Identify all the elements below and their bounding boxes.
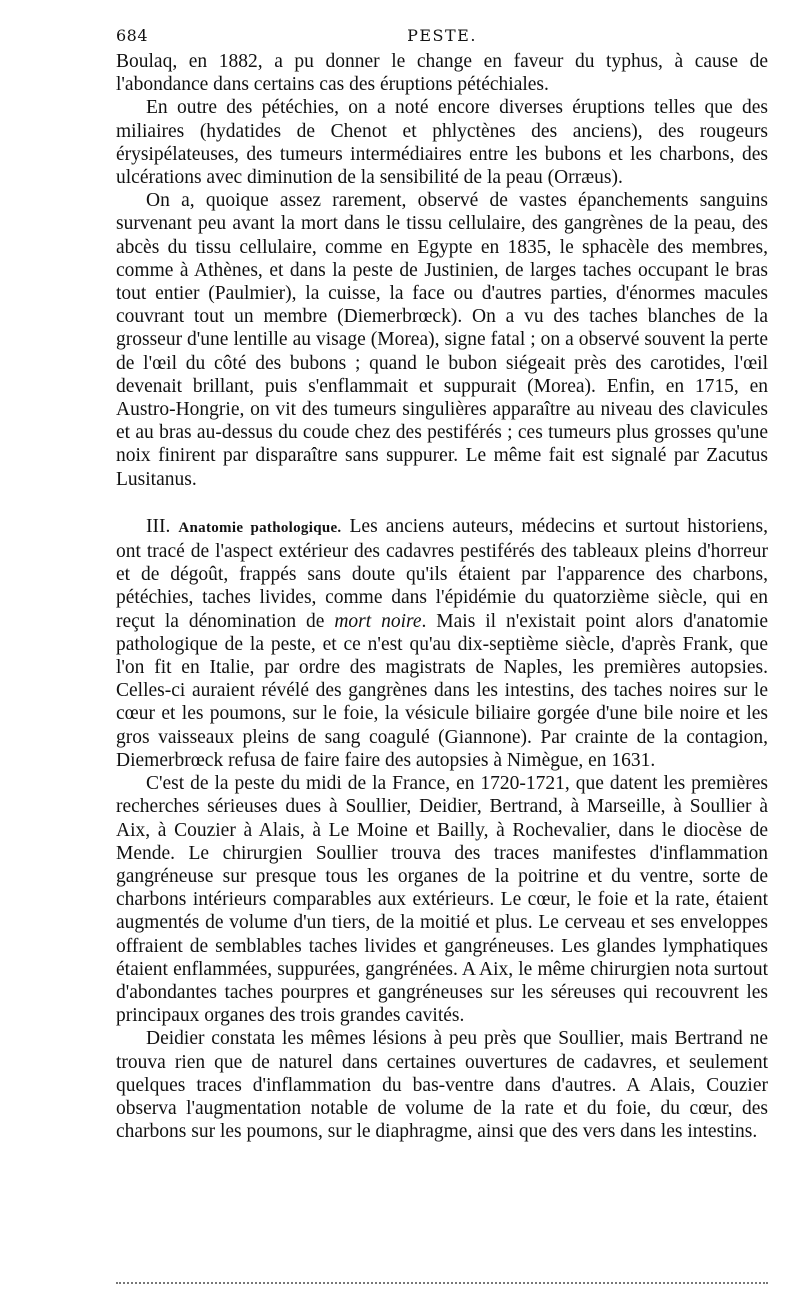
- paragraph: On a, quoique assez rarement, observé de vastes épanchements sanguins survenant peu avant la mort dans le tissu cellulaire, des gangrènes de la peau, des abcès du tissu cellulaire, comme en Egypte en 1835, le sphacèle des membres, comme à Athènes, et dans la peste de Justinien, de larges taches occupant le bras tout entier (Paulmier), la cuisse, la face ou d'autres parties, d'énormes macules couvrant tout un membre (Diemerbrœck). On a vu des taches blanches de la grosseur d'une lentille au visage (Morea), signe fatal ; on a observé souvent la perte de l'œil du côté des bubons ; quand le bubon siégeait près des carotides, l'œil devenait brillant, puis s'enflammait et suppurait (Morea). Enfin, en 1715, en Austro-Hongrie, on vit des tumeurs singulières apparaître au niveau des clavicules et au bras au-dessus du coude chez des pestiférés ; ces tumeurs plus grosses qu'une noix finirent par disparaître sans suppurer. Le même fait est signalé par Zacutus Lusitanus.: [116, 190, 768, 490]
- section-title: Anatomie pathologique.: [178, 519, 342, 536]
- document-page: [116, 18, 768, 1143]
- paragraph: En outre des pétéchies, on a noté encore diverses éruptions telles que des miliaires (hydatides de Chenot et phlyctènes des anciens), des rougeurs érysipélateuses, des tumeurs intermédiaires entre les bubons et les charbons, des ulcérations avec diminution de la sensibilité de la peau (Orræus).: [116, 97, 768, 189]
- footer-dotted-rule: [116, 1282, 768, 1284]
- section-paragraph: [116, 515, 768, 772]
- running-title: PESTE.: [407, 26, 477, 45]
- page-number: 684: [116, 26, 149, 45]
- section-gap: [116, 491, 768, 515]
- paragraph: C'est de la peste du midi de la France, en 1720-1721, que datent les premières recherches sérieuses dues à Soullier, Deidier, Bertrand, à Marseille, à Soullier à Aix, à Couzier à Alais, à Le Moine et Bailly, à Rochevalier, dans le diocèse de Mende. Le chirurgien Soullier trouva des traces manifestes d'inflammation gangréneuse sur presque tous les organes de la poitrine et du ventre, sorte de charbons intérieurs comparables aux extérieurs. Le cœur, le foie et la rate, étaient augmentés de volume d'un tiers, de la moitié et plus. Le cerveau et ses enveloppes offraient de semblables taches livides et gangréneuses. Les glandes lymphatiques étaient enflammées, suppurées, gangrénées. A Aix, le même chirurgien nota surtout d'abondantes taches pourpres et gangréneuses sur les séreuses qui recouvrent les principaux organes des trois grandes cavités.: [116, 773, 768, 1027]
- section-number: III.: [146, 515, 171, 537]
- page-header: [116, 18, 768, 50]
- paragraph: Deidier constata les mêmes lésions à peu près que Soullier, mais Bertrand ne trouva rien que de naturel dans certaines ouvertures de cadavres, et seulement quelques traces d'inflammation du bas-ventre dans d'autres. A Alais, Couzier observa l'augmentation notable de volume de la rate et du foie, du cœur, des charbons sur les poumons, sur le diaphragme, ainsi que des vers dans les intestins.: [116, 1028, 768, 1143]
- section-intro-rest: . Mais il n'existait point alors d'anatomie pathologique de la peste, et ce n'est qu'au dix-septième siècle, d'après Frank, que l'on fit en Italie, par ordre des magistrats de Naples, les premières autopsies. Celles-ci auraient révélé des gangrènes dans les intestins, des taches noires sur le cœur et les poumons, sur le foie, la vésicule biliaire gorgée d'une bile noire et les gros vaisseaux pleins de sang coagulé (Giannone). Par crainte de la contagion, Diemerbrœck refusa de faire faire des autopsies à Nimègue, en 1631.: [116, 610, 768, 771]
- section-intro: Les anciens auteurs, médecins et surtout historiens, ont tracé de l'aspect extérieur des cadavres pestiférés des tableaux pleins d'horreur et de dégoût, frappés sans doute qu'ils étaient par l'apparence des charbons, pétéchies, taches livides, comme dans l'épidémie du quatorzième siècle, qui en reçut la dénomination de: [116, 515, 769, 632]
- paragraph: Boulaq, en 1882, a pu donner le change en faveur du typhus, à cause de l'abondance dans certains cas des éruptions pétéchiales.: [116, 51, 768, 96]
- body-text: [116, 50, 768, 1143]
- section-intro-italic: mort noire: [334, 610, 422, 632]
